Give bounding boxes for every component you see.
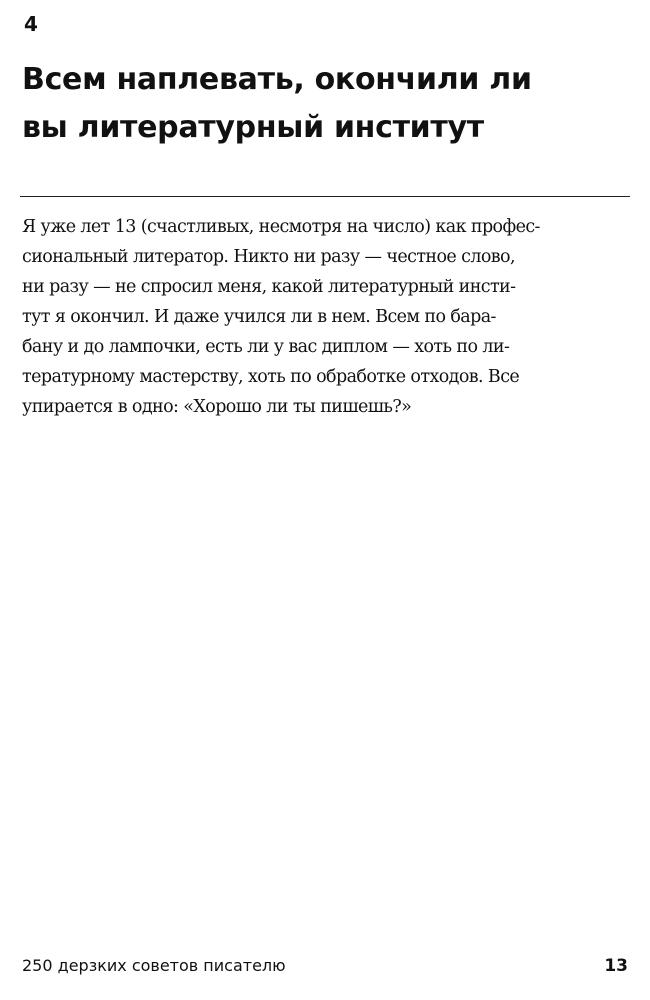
chapter-title-line: Всем наплевать, окончили ли	[22, 62, 532, 97]
paragraph-line: бану и до лампочки, есть ли у вас диплом — хоть по ли-	[22, 337, 510, 357]
paragraph-line: упирается в одно: «Хорошо ли ты пишешь?»	[22, 397, 412, 417]
running-footer-book-title: 250 дерзких советов писателю	[22, 956, 286, 975]
body-paragraph	[22, 212, 632, 422]
paragraph-line: сиональный литератор. Никто ни разу — честное слово,	[22, 247, 515, 267]
paragraph-line: ни разу — не спросил меня, какой литературный инсти-	[22, 277, 516, 297]
title-divider	[20, 196, 630, 197]
chapter-number: 4	[24, 12, 38, 36]
paragraph-line: тературному мастерству, хоть по обработке отходов. Все	[22, 367, 520, 387]
page-number: 13	[604, 956, 628, 976]
chapter-title-line: вы литературный институт	[22, 110, 484, 145]
chapter-title	[22, 56, 622, 152]
paragraph-line: тут я окончил. И даже учился ли в нем. Всем по бара-	[22, 307, 496, 327]
paragraph-line: Я уже лет 13 (счастливых, несмотря на число) как профес-	[22, 217, 540, 237]
